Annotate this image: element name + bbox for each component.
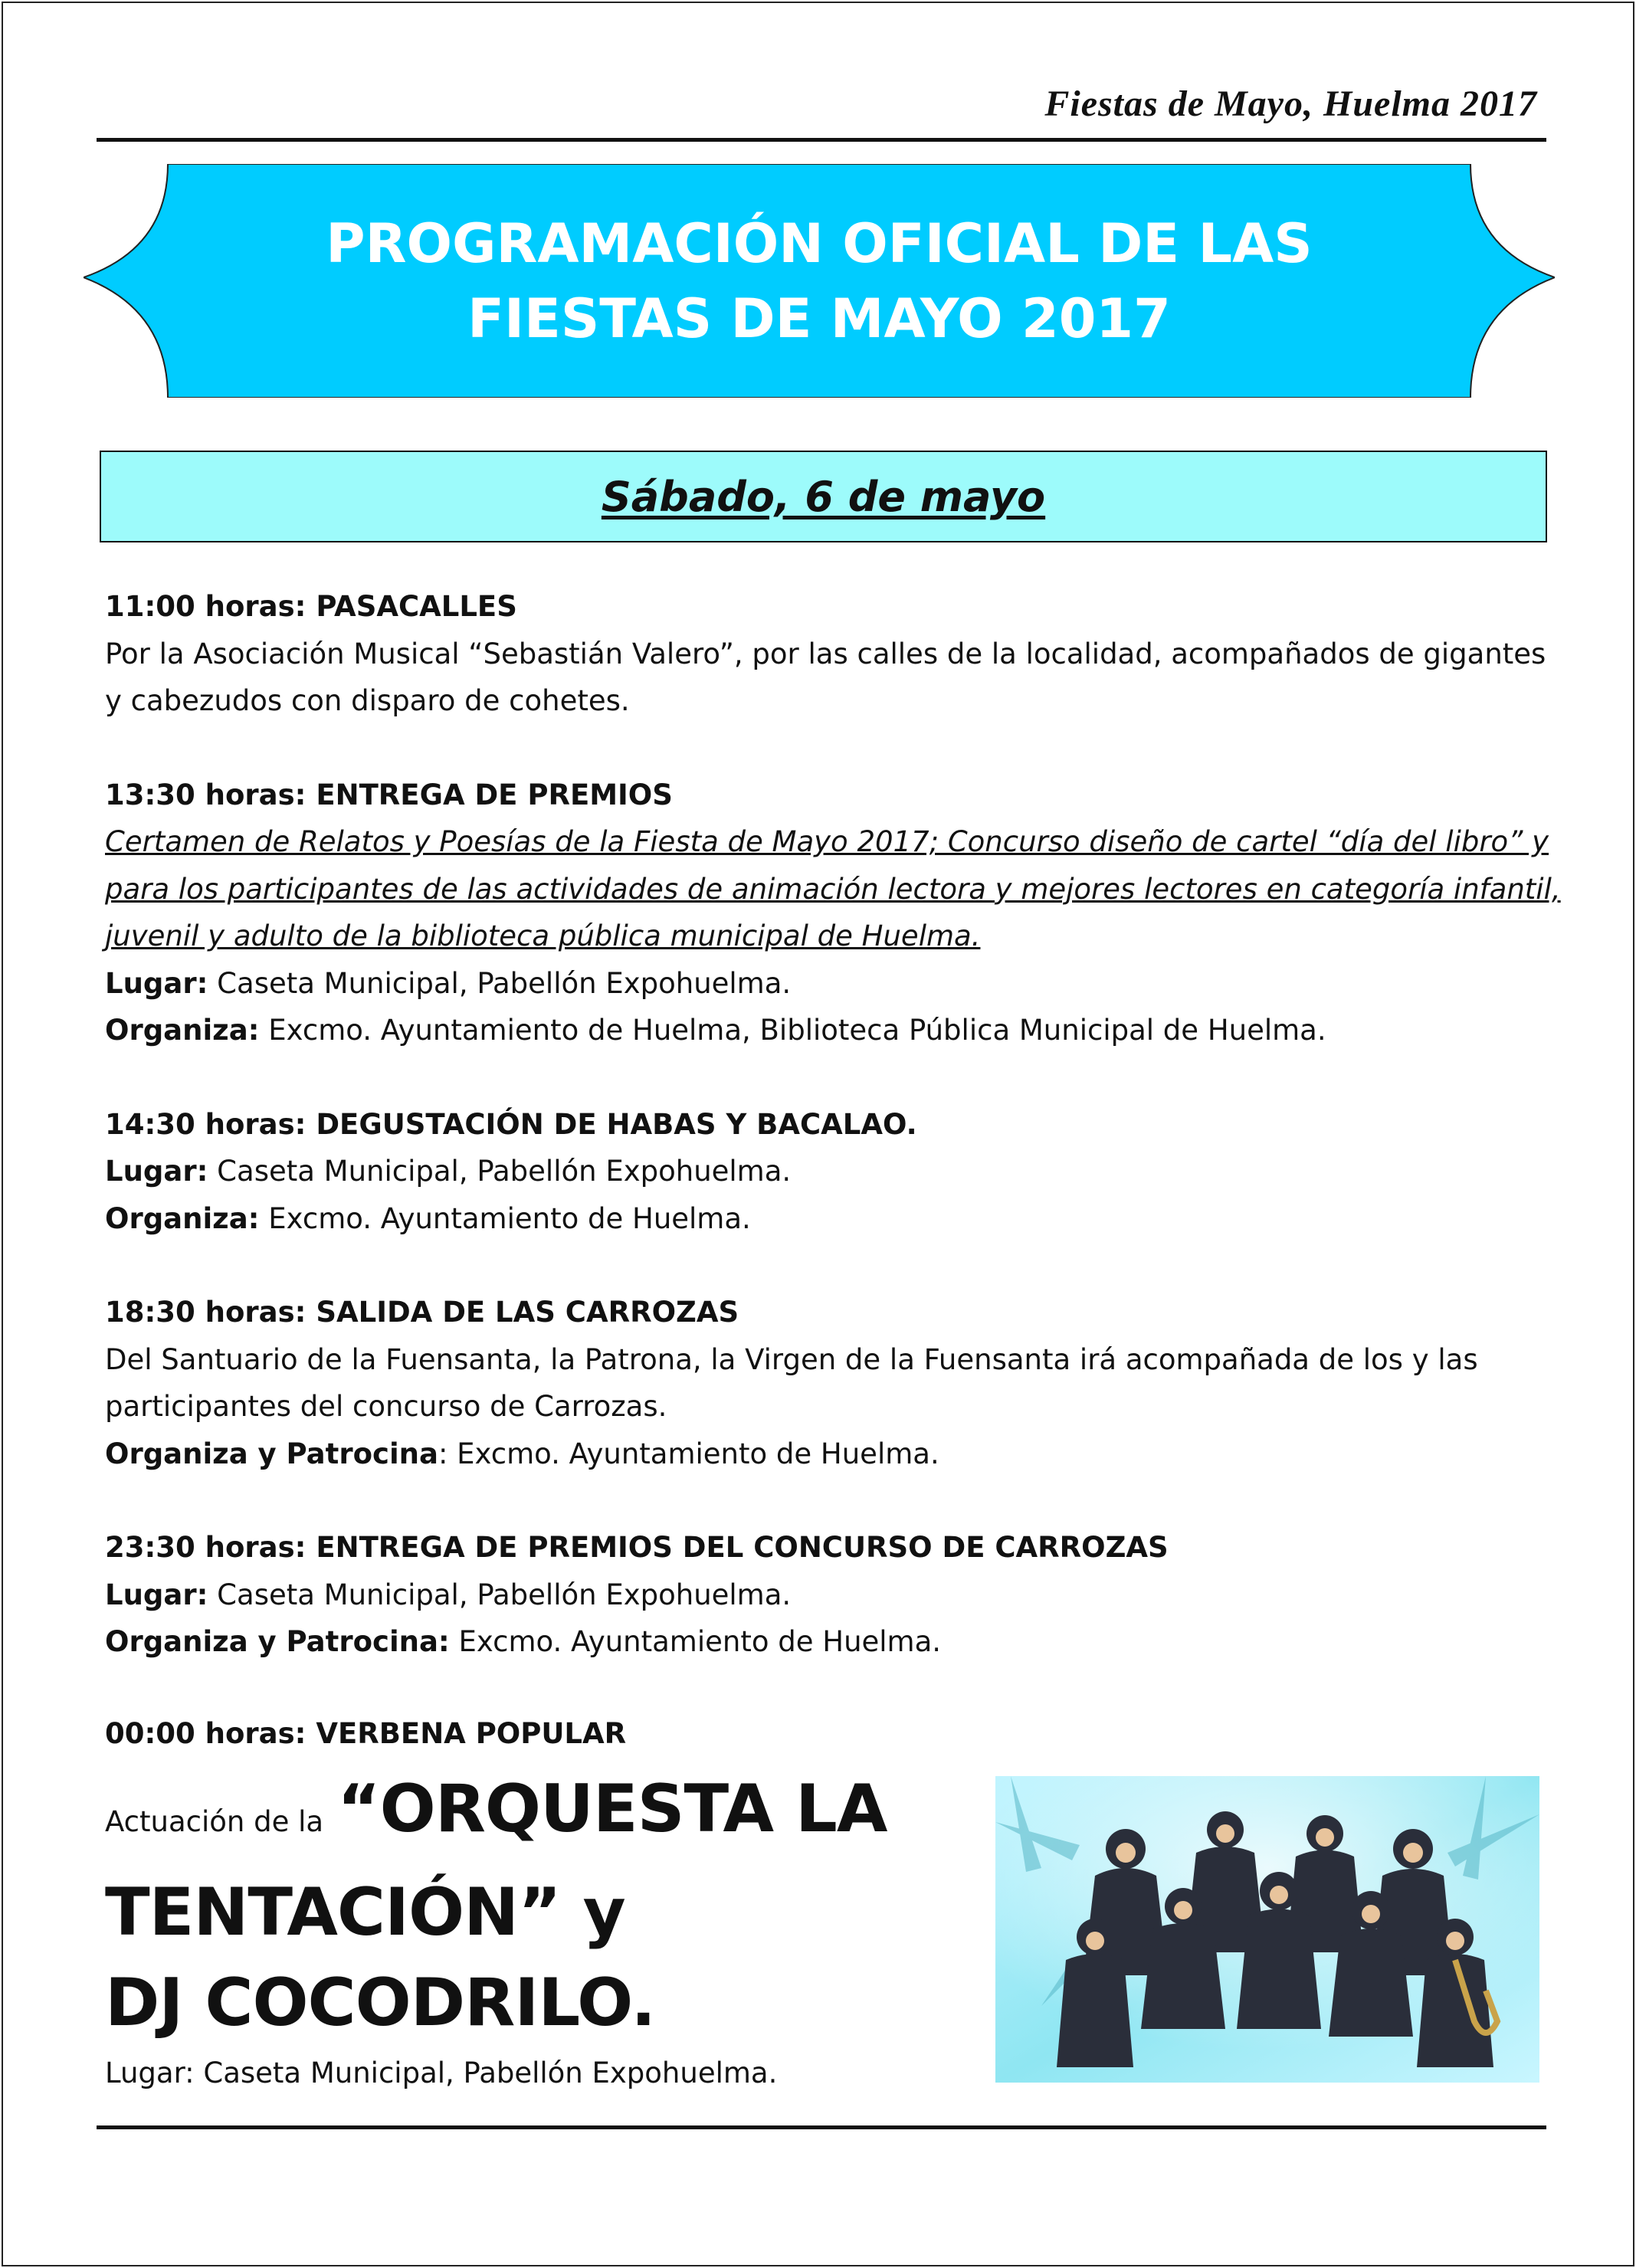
event-title: 13:30 horas: ENTREGA DE PREMIOS — [105, 778, 673, 811]
event-title: 23:30 horas: ENTREGA DE PREMIOS DEL CONCURSO DE CARROZAS — [105, 1531, 1169, 1564]
event-title: 00:00 horas: VERBENA POPULAR — [105, 1717, 627, 1750]
headline-text: “ORQUESTA LA — [337, 1770, 887, 1847]
organiza-value: Excmo. Ayuntamiento de Huelma. — [449, 1625, 942, 1658]
event-title: 18:30 horas: SALIDA DE LAS CARROZAS — [105, 1296, 739, 1329]
headline-line1 — [105, 1764, 986, 1867]
lugar-label: Lugar: — [105, 966, 208, 1000]
bottom-rule — [97, 2125, 1546, 2129]
headline-line2: TENTACIÓN” y — [105, 1873, 625, 1951]
event-title: 14:30 horas: DEGUSTACIÓN DE HABAS Y BACALAO. — [105, 1107, 917, 1141]
lugar-label: Lugar: — [105, 1578, 208, 1611]
top-rule — [97, 138, 1546, 142]
event-entrega-premios — [105, 772, 1561, 1054]
event-verbena — [105, 1710, 986, 2096]
event-salida-carrozas — [105, 1289, 1561, 1477]
banner-title-line2: FIESTAS DE MAYO 2017 — [467, 287, 1171, 350]
organiza-label: Organiza: — [105, 1014, 260, 1047]
lugar-value: Caseta Municipal, Pabellón Expohuelma. — [208, 1578, 792, 1611]
title-banner — [84, 164, 1555, 398]
band-photo — [995, 1776, 1539, 2083]
day-heading-box — [100, 451, 1547, 542]
event-title: 11:00 horas: PASACALLES — [105, 590, 517, 623]
event-organiza — [105, 1195, 1561, 1243]
event-lugar — [105, 1572, 1561, 1619]
lugar-value: Caseta Municipal, Pabellón Expohuelma. — [208, 966, 792, 1000]
day-heading: Sábado, 6 de mayo — [601, 472, 1046, 521]
event-degustacion — [105, 1101, 1561, 1243]
organiza-value: : Excmo. Ayuntamiento de Huelma. — [438, 1437, 939, 1470]
headline-line3: DJ COCODRILO. — [105, 1964, 655, 2041]
header-title: Fiestas de Mayo, Huelma 2017 — [1044, 84, 1537, 124]
event-organiza — [105, 1618, 1561, 1666]
program-page — [2, 2, 1634, 2266]
event-premios-carrozas — [105, 1524, 1561, 1666]
banner-title-line1: PROGRAMACIÓN OFICIAL DE LAS — [326, 211, 1313, 275]
organiza-label: Organiza: — [105, 1201, 260, 1235]
event-description: Por la Asociación Musical “Sebastián Valero”, por las calles de la localidad, acompañados de gigantes y cabezudos con disparo de cohetes. — [105, 637, 1546, 717]
event-description: Del Santuario de la Fuensanta, la Patrona, la Virgen de la Fuensanta irá acompañada de los y las participantes del concurso de Carrozas. — [105, 1342, 1478, 1423]
event-pasacalles — [105, 583, 1561, 725]
events-list — [105, 583, 1561, 1712]
lugar-label: Lugar: — [105, 1155, 208, 1188]
event-description: Certamen de Relatos y Poesías de la Fiesta de Mayo 2017; Concurso diseño de cartel “día del libro” y para los participantes de las actividades de animación lectora y mejores lectores en categoría infantil, juvenil y adulto de la biblioteca pública municipal de Huelma. — [105, 825, 1561, 952]
event-lugar: Lugar: Caseta Municipal, Pabellón Expohuelma. — [105, 2056, 778, 2089]
organiza-label: Organiza y Patrocina — [105, 1437, 438, 1470]
organiza-label: Organiza y Patrocina: — [105, 1625, 450, 1658]
event-organiza — [105, 1007, 1561, 1054]
event-organiza — [105, 1431, 1561, 1478]
lugar-value: Caseta Municipal, Pabellón Expohuelma. — [208, 1155, 792, 1188]
act-prefix: Actuación de la — [105, 1804, 324, 1838]
event-lugar — [105, 1148, 1561, 1195]
event-lugar — [105, 960, 1561, 1008]
organiza-value: Excmo. Ayuntamiento de Huelma. — [259, 1201, 751, 1235]
organiza-value: Excmo. Ayuntamiento de Huelma, Biblioteca Pública Municipal de Huelma. — [259, 1014, 1326, 1047]
